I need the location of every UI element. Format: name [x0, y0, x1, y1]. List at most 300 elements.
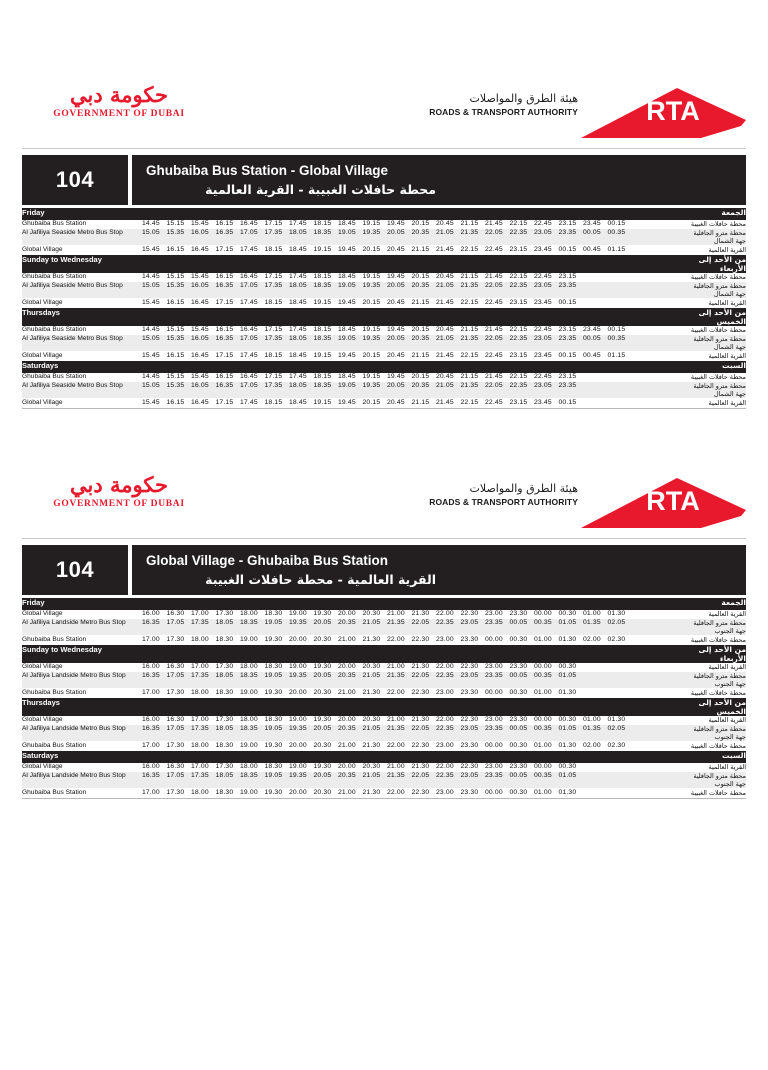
time-cell: 19.15: [313, 246, 332, 253]
day-header-row: [22, 751, 746, 764]
time-cell: 18.30: [264, 763, 283, 770]
time-cell: 21.00: [338, 742, 356, 749]
time-cell: 16.45: [240, 326, 258, 333]
time-cell: 20.30: [313, 636, 332, 643]
time-cell: 21.35: [387, 619, 405, 626]
time-cell: 17.35: [191, 619, 209, 626]
rta-name-arabic: هيئة الطرق والمواصلات: [469, 482, 578, 495]
time-cell: 20.45: [387, 246, 405, 253]
time-cell: 02.30: [607, 742, 626, 749]
time-cell: 22.00: [436, 663, 454, 670]
time-cell: 19.05: [338, 382, 356, 389]
stop-name-english: Al Jafiliya Seaside Metro Bus Stop: [22, 335, 142, 352]
time-cell: 20.35: [411, 282, 430, 289]
time-cell: 18.00: [240, 763, 258, 770]
time-cell: 19.15: [362, 273, 381, 280]
time-cell: 15.05: [142, 282, 160, 289]
rta-branding: [401, 476, 746, 532]
time-cell: 23.45: [534, 246, 552, 253]
time-cell: 23.00: [436, 742, 454, 749]
time-cell: 17.45: [240, 299, 258, 306]
time-cell: 22.05: [485, 229, 503, 236]
time-cell: 20.30: [362, 716, 381, 723]
day-label-english: Sunday to Wednesday: [22, 645, 142, 664]
time-cell: 01.35: [583, 725, 601, 732]
day-header-spacer: [142, 645, 682, 664]
time-cell: 22.45: [485, 299, 503, 306]
time-cell: 17.05: [240, 229, 258, 236]
time-cell: 21.00: [387, 716, 405, 723]
time-cell: 20.35: [411, 229, 430, 236]
time-cell: 22.05: [485, 282, 503, 289]
time-cell: 19.30: [264, 636, 283, 643]
time-cell: 00.00: [534, 763, 552, 770]
time-cell: 14.45: [142, 220, 160, 227]
time-cell: 00.05: [583, 229, 601, 236]
time-cell: 20.00: [338, 610, 356, 617]
day-label-arabic: من الأحد إلى الأربعاء: [682, 645, 746, 664]
time-cell: 14.45: [142, 373, 160, 380]
departure-times: [142, 619, 682, 636]
route-title-bar: [22, 155, 746, 205]
time-cell: 21.35: [387, 672, 405, 679]
time-cell: 17.00: [191, 716, 209, 723]
stop-name-arabic: محطة مترو الجافلية جهة الجنوب: [682, 725, 746, 742]
time-cell: 20.00: [338, 663, 356, 670]
stop-name-arabic: القرية العالمية: [682, 663, 746, 672]
brand-header: [22, 82, 746, 144]
time-cell: 18.35: [240, 672, 258, 679]
time-cell: 23.35: [485, 772, 503, 779]
time-cell: 22.35: [509, 382, 528, 389]
time-cell: 15.05: [142, 229, 160, 236]
time-cell: 17.45: [240, 352, 258, 359]
time-cell: 19.00: [289, 763, 307, 770]
time-cell: 22.00: [387, 742, 405, 749]
time-cell: 19.45: [338, 246, 356, 253]
route-title: [132, 545, 746, 595]
time-cell: 19.00: [289, 663, 307, 670]
time-cell: 23.05: [534, 382, 552, 389]
time-cell: 01.05: [558, 619, 577, 626]
time-cell: 15.35: [166, 282, 185, 289]
time-cell: 16.45: [240, 273, 258, 280]
stop-name-arabic: محطة مترو الجافلية جهة الشمال: [682, 335, 746, 352]
stop-name-arabic: القرية العالمية: [682, 246, 746, 255]
time-cell: 19.45: [338, 299, 356, 306]
time-cell: 20.05: [313, 672, 332, 679]
time-cell: 22.15: [509, 273, 528, 280]
time-cell: 16.00: [142, 610, 160, 617]
departure-times: [142, 326, 682, 335]
time-cell: 17.35: [191, 725, 209, 732]
time-cell: 23.35: [485, 619, 503, 626]
time-cell: 19.15: [313, 352, 332, 359]
time-cell: 18.45: [338, 220, 356, 227]
time-cell: 17.30: [215, 663, 234, 670]
time-cell: 16.45: [191, 399, 209, 406]
time-cell: 15.05: [142, 335, 160, 342]
time-cell: 17.35: [264, 382, 283, 389]
time-cell: 00.00: [534, 663, 552, 670]
time-cell: 17.00: [142, 689, 160, 696]
time-cell: 21.15: [411, 246, 430, 253]
time-cell: 18.35: [313, 382, 332, 389]
timetable-block-outbound: [22, 82, 746, 410]
time-cell: 17.00: [191, 763, 209, 770]
time-cell: 21.45: [436, 299, 454, 306]
time-cell: 16.15: [215, 273, 234, 280]
time-cell: 16.35: [215, 229, 234, 236]
time-cell: 17.45: [289, 273, 307, 280]
time-cell: 02.05: [607, 725, 626, 732]
schedule-table: [22, 208, 746, 408]
time-cell: 18.15: [264, 299, 283, 306]
time-cell: 00.05: [509, 772, 528, 779]
time-cell: 17.15: [215, 352, 234, 359]
time-cell: 19.35: [362, 382, 381, 389]
time-cell: 21.05: [436, 282, 454, 289]
time-cell: 23.05: [460, 725, 479, 732]
time-cell: 20.30: [313, 789, 332, 796]
route-number-badge: 104: [22, 545, 128, 595]
time-cell: 20.15: [411, 326, 430, 333]
time-cell: 14.45: [142, 326, 160, 333]
time-cell: 22.35: [436, 725, 454, 732]
day-label-english: Friday: [22, 208, 142, 220]
time-cell: 23.15: [509, 399, 528, 406]
time-cell: 19.05: [264, 725, 283, 732]
time-cell: 00.35: [607, 229, 626, 236]
time-cell: 21.35: [387, 772, 405, 779]
table-row: [22, 335, 746, 352]
stop-name-english: Global Village: [22, 299, 142, 308]
time-cell: 23.00: [485, 610, 503, 617]
time-cell: 18.35: [240, 725, 258, 732]
time-cell: 23.30: [509, 716, 528, 723]
stop-name-arabic: محطة مترو الجافلية جهة الجنوب: [682, 672, 746, 689]
stop-name-arabic: محطة حافلات الغبيبة: [682, 373, 746, 382]
rta-name-english: ROADS & TRANSPORT AUTHORITY: [429, 497, 578, 507]
time-cell: 18.00: [191, 742, 209, 749]
table-row: [22, 382, 746, 399]
day-header-row: [22, 698, 746, 717]
stop-name-english: Al Jafiliya Seaside Metro Bus Stop: [22, 282, 142, 299]
stop-name-arabic: محطة مترو الجافلية جهة الشمال: [682, 282, 746, 299]
time-cell: 00.45: [583, 352, 601, 359]
time-cell: 02.00: [583, 636, 601, 643]
time-cell: 20.35: [411, 382, 430, 389]
time-cell: 01.30: [558, 789, 577, 796]
time-cell: 21.05: [362, 772, 381, 779]
time-cell: 19.45: [338, 352, 356, 359]
time-cell: 23.30: [460, 636, 479, 643]
time-cell: 00.05: [583, 335, 601, 342]
time-cell: 15.15: [166, 326, 185, 333]
government-of-dubai-logo: [44, 472, 194, 509]
time-cell: 22.35: [509, 335, 528, 342]
time-cell: 19.35: [289, 619, 307, 626]
departure-times: [142, 763, 682, 772]
time-cell: 22.00: [387, 689, 405, 696]
stop-name-arabic: محطة حافلات الغبيبة: [682, 689, 746, 698]
time-cell: 21.05: [436, 382, 454, 389]
table-row: [22, 716, 746, 725]
departure-times: [142, 352, 682, 361]
time-cell: 19.05: [338, 229, 356, 236]
stop-name-english: Global Village: [22, 246, 142, 255]
table-row: [22, 246, 746, 255]
time-cell: 21.30: [362, 689, 381, 696]
time-cell: 21.15: [411, 299, 430, 306]
time-cell: 19.05: [264, 772, 283, 779]
time-cell: 21.00: [338, 789, 356, 796]
time-cell: 15.45: [191, 373, 209, 380]
time-cell: 18.30: [215, 689, 234, 696]
time-cell: 22.45: [534, 373, 552, 380]
stop-name-english: Ghubaiba Bus Station: [22, 789, 142, 798]
time-cell: 17.30: [166, 689, 185, 696]
stop-name-english: Ghubaiba Bus Station: [22, 373, 142, 382]
time-cell: 00.15: [558, 246, 577, 253]
time-cell: 16.00: [142, 716, 160, 723]
time-cell: 23.30: [460, 742, 479, 749]
day-label-arabic: من الأحد إلى الخميس: [682, 308, 746, 327]
route-number-badge: 104: [22, 155, 128, 205]
time-cell: 18.05: [215, 725, 234, 732]
time-cell: 19.05: [338, 282, 356, 289]
time-cell: 21.15: [411, 352, 430, 359]
time-cell: 20.05: [313, 725, 332, 732]
table-row: [22, 282, 746, 299]
stop-name-arabic: القرية العالمية: [682, 299, 746, 308]
day-label-arabic: السبت: [682, 361, 746, 374]
departure-times: [142, 220, 682, 229]
time-cell: 15.45: [142, 352, 160, 359]
table-row: [22, 399, 746, 408]
time-cell: 21.45: [485, 220, 503, 227]
time-cell: 21.05: [362, 619, 381, 626]
time-cell: 21.00: [387, 610, 405, 617]
time-cell: 16.30: [166, 610, 185, 617]
time-cell: 20.15: [362, 399, 381, 406]
time-cell: 23.05: [534, 229, 552, 236]
time-cell: 23.15: [509, 246, 528, 253]
time-cell: 20.35: [338, 772, 356, 779]
svg-text:RTA: RTA: [646, 96, 700, 126]
time-cell: 22.15: [460, 246, 479, 253]
svg-text:RTA: RTA: [646, 486, 700, 516]
gov-logo-arabic: حكومة دبي: [70, 82, 168, 107]
time-cell: 18.05: [289, 382, 307, 389]
time-cell: 01.15: [607, 352, 626, 359]
time-cell: 00.30: [509, 742, 528, 749]
time-cell: 19.00: [240, 636, 258, 643]
time-cell: 19.30: [313, 610, 332, 617]
time-cell: 23.15: [558, 273, 577, 280]
time-cell: 20.00: [289, 636, 307, 643]
time-cell: 20.15: [411, 373, 430, 380]
departure-times: [142, 716, 682, 725]
time-cell: 15.45: [142, 299, 160, 306]
time-cell: 20.05: [387, 282, 405, 289]
time-cell: 17.05: [166, 725, 185, 732]
stop-name-arabic: محطة مترو الجافلية جهة الجنوب: [682, 619, 746, 636]
time-cell: 21.00: [387, 663, 405, 670]
time-cell: 01.00: [534, 789, 552, 796]
time-cell: 21.30: [362, 742, 381, 749]
time-cell: 16.35: [142, 672, 160, 679]
time-cell: 18.15: [313, 373, 332, 380]
time-cell: 18.30: [215, 789, 234, 796]
stop-name-english: Global Village: [22, 399, 142, 408]
time-cell: 16.35: [142, 619, 160, 626]
stop-name-arabic: القرية العالمية: [682, 352, 746, 361]
rta-name-english: ROADS & TRANSPORT AUTHORITY: [429, 107, 578, 117]
table-row: [22, 299, 746, 308]
time-cell: 18.35: [240, 619, 258, 626]
time-cell: 01.05: [558, 772, 577, 779]
time-cell: 00.30: [509, 789, 528, 796]
time-cell: 16.15: [215, 326, 234, 333]
time-cell: 19.30: [313, 663, 332, 670]
time-cell: 21.35: [460, 382, 479, 389]
departure-times: [142, 636, 682, 645]
time-cell: 23.00: [436, 636, 454, 643]
time-cell: 01.35: [583, 619, 601, 626]
time-cell: 22.30: [411, 742, 430, 749]
time-cell: 00.00: [485, 789, 503, 796]
time-cell: 00.30: [558, 663, 577, 670]
time-cell: 00.00: [534, 610, 552, 617]
departure-times: [142, 335, 682, 352]
time-cell: 00.15: [558, 352, 577, 359]
time-cell: 21.30: [411, 663, 430, 670]
time-cell: 00.35: [534, 772, 552, 779]
time-cell: 01.00: [534, 689, 552, 696]
time-cell: 20.45: [436, 373, 454, 380]
time-cell: 17.35: [264, 335, 283, 342]
time-cell: 17.00: [142, 789, 160, 796]
time-cell: 22.35: [436, 772, 454, 779]
time-cell: 15.45: [191, 220, 209, 227]
time-cell: 20.35: [411, 335, 430, 342]
time-cell: 01.00: [534, 742, 552, 749]
time-cell: 21.30: [362, 789, 381, 796]
time-cell: 15.15: [166, 273, 185, 280]
departure-times: [142, 742, 682, 751]
time-cell: 22.15: [509, 326, 528, 333]
time-cell: 18.35: [313, 335, 332, 342]
time-cell: 18.05: [289, 229, 307, 236]
time-cell: 15.45: [142, 399, 160, 406]
time-cell: 02.05: [607, 619, 626, 626]
time-cell: 16.05: [191, 282, 209, 289]
time-cell: 23.05: [534, 335, 552, 342]
time-cell: 16.30: [166, 663, 185, 670]
departure-times: [142, 399, 682, 408]
time-cell: 18.15: [313, 273, 332, 280]
time-cell: 22.45: [534, 220, 552, 227]
table-row: [22, 619, 746, 636]
time-cell: 15.05: [142, 382, 160, 389]
time-cell: 21.35: [460, 335, 479, 342]
time-cell: 23.00: [436, 789, 454, 796]
departure-times: [142, 672, 682, 689]
time-cell: 18.00: [240, 716, 258, 723]
day-label-english: Thursdays: [22, 698, 142, 717]
time-cell: 19.15: [362, 326, 381, 333]
time-cell: 23.05: [460, 772, 479, 779]
time-cell: 20.35: [338, 619, 356, 626]
time-cell: 19.45: [338, 399, 356, 406]
time-cell: 18.45: [338, 373, 356, 380]
stop-name-english: Global Village: [22, 716, 142, 725]
time-cell: 19.30: [264, 689, 283, 696]
route-title-bar: [22, 545, 746, 595]
time-cell: 17.35: [264, 282, 283, 289]
time-cell: 00.30: [558, 763, 577, 770]
time-cell: 21.00: [338, 689, 356, 696]
time-cell: 20.45: [387, 352, 405, 359]
time-cell: 01.00: [534, 636, 552, 643]
time-cell: 16.15: [166, 246, 185, 253]
time-cell: 23.15: [558, 220, 577, 227]
time-cell: 00.30: [509, 689, 528, 696]
rta-name-arabic: هيئة الطرق والمواصلات: [469, 92, 578, 105]
time-cell: 21.05: [362, 725, 381, 732]
time-cell: 18.30: [264, 610, 283, 617]
time-cell: 15.45: [191, 273, 209, 280]
stop-name-english: Ghubaiba Bus Station: [22, 326, 142, 335]
time-cell: 18.35: [240, 772, 258, 779]
time-cell: 16.15: [166, 399, 185, 406]
time-cell: 19.00: [240, 742, 258, 749]
gov-logo-english: GOVERNMENT OF DUBAI: [53, 109, 185, 119]
table-row: [22, 610, 746, 619]
rta-authority-name: [429, 92, 578, 118]
time-cell: 23.35: [558, 229, 577, 236]
table-row: [22, 220, 746, 229]
time-cell: 20.15: [411, 220, 430, 227]
time-cell: 15.35: [166, 229, 185, 236]
time-cell: 23.35: [485, 672, 503, 679]
time-cell: 17.45: [289, 373, 307, 380]
time-cell: 16.15: [215, 220, 234, 227]
time-cell: 20.05: [313, 619, 332, 626]
time-cell: 19.00: [240, 689, 258, 696]
stop-name-english: Al Jafiliya Landside Metro Bus Stop: [22, 672, 142, 689]
stop-name-english: Global Village: [22, 610, 142, 619]
time-cell: 23.35: [558, 282, 577, 289]
time-cell: 18.45: [289, 399, 307, 406]
time-cell: 20.00: [289, 689, 307, 696]
time-cell: 00.00: [534, 716, 552, 723]
time-cell: 21.00: [387, 763, 405, 770]
time-cell: 21.30: [362, 636, 381, 643]
time-cell: 00.35: [607, 335, 626, 342]
time-cell: 18.45: [289, 352, 307, 359]
time-cell: 18.45: [289, 299, 307, 306]
time-cell: 22.05: [411, 772, 430, 779]
time-cell: 23.30: [509, 763, 528, 770]
time-cell: 20.45: [436, 326, 454, 333]
day-label-arabic: من الأحد إلى الخميس: [682, 698, 746, 717]
time-cell: 00.00: [485, 742, 503, 749]
time-cell: 16.00: [142, 763, 160, 770]
time-cell: 21.30: [411, 763, 430, 770]
time-cell: 16.15: [166, 299, 185, 306]
